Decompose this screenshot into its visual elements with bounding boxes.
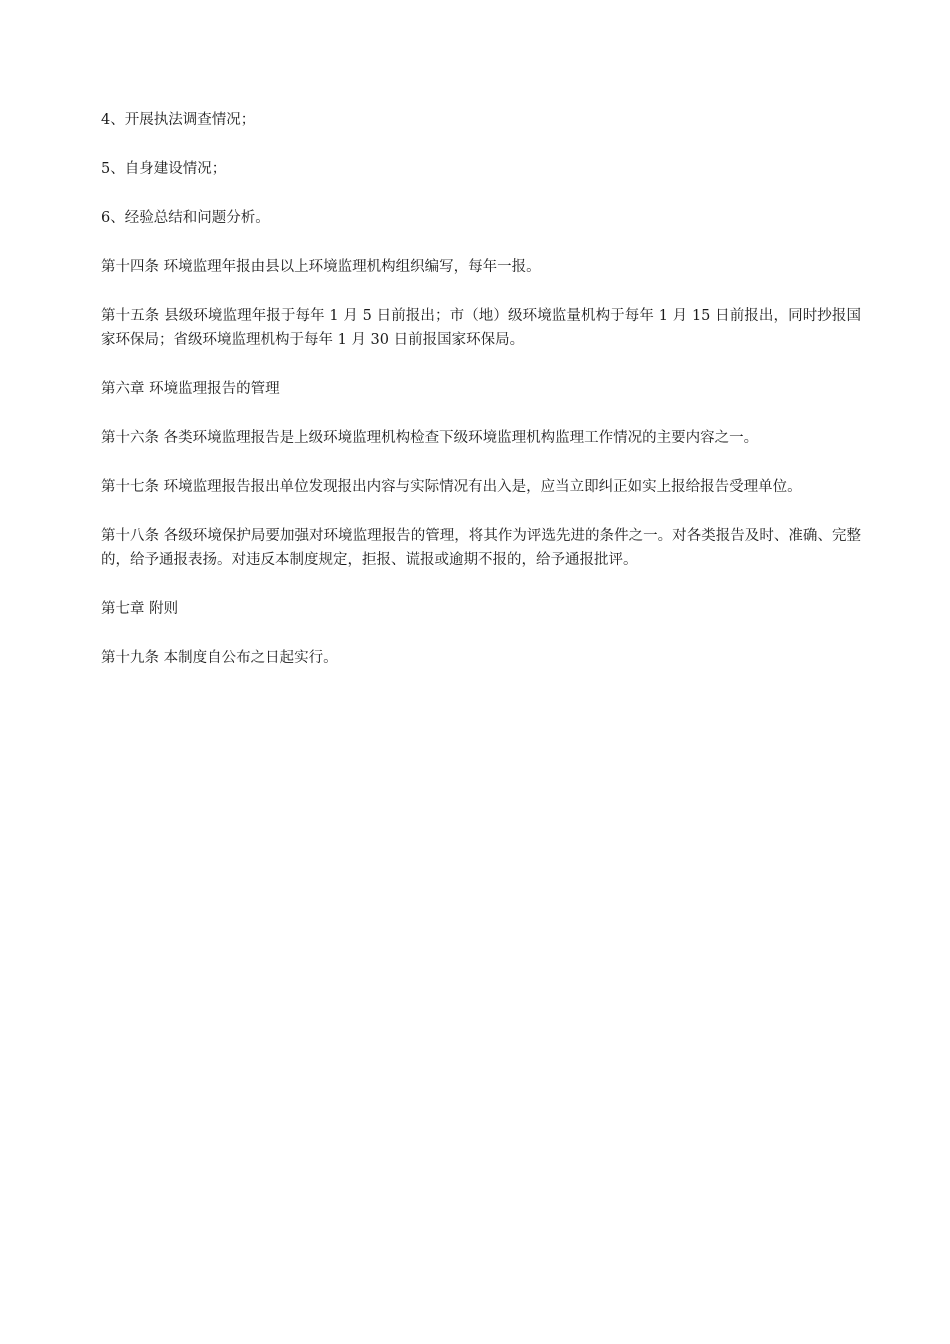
article-15: 第十五条 县级环境监理年报于每年 1 月 5 日前报出；市（地）级环境监量机构于每年 1 月 15 日前报出，同时抄报国家环保局；省级环境监理机构于每年 1 月 30 日前报国家环保局。 [101, 308, 861, 348]
chapter-6-heading: 第六章 环境监理报告的管理 [101, 381, 280, 397]
list-item-6: 6、经验总结和问题分析。 [101, 210, 270, 226]
article-19: 第十九条 本制度自公布之日起实行。 [101, 650, 338, 666]
article-14: 第十四条 环境监理年报由县以上环境监理机构组织编写，每年一报。 [101, 259, 541, 275]
list-item-5: 5、自身建设情况； [101, 161, 227, 177]
list-item-4: 4、开展执法调查情况； [101, 112, 256, 128]
article-18: 第十八条 各级环境保护局要加强对环境监理报告的管理，将其作为评选先进的条件之一。对各类报告及时、准确、完整的，给予通报表扬。对违反本制度规定，拒报、谎报或逾期不报的，给予通报批评。 [101, 528, 861, 568]
document-page [101, 108, 861, 695]
chapter-7-heading: 第七章 附则 [101, 601, 179, 617]
article-16: 第十六条 各类环境监理报告是上级环境监理机构检查下级环境监理机构监理工作情况的主要内容之一。 [101, 430, 759, 446]
article-17: 第十七条 环境监理报告报出单位发现报出内容与实际情况有出入是，应当立即纠正如实上报给报告受理单位。 [101, 479, 802, 495]
